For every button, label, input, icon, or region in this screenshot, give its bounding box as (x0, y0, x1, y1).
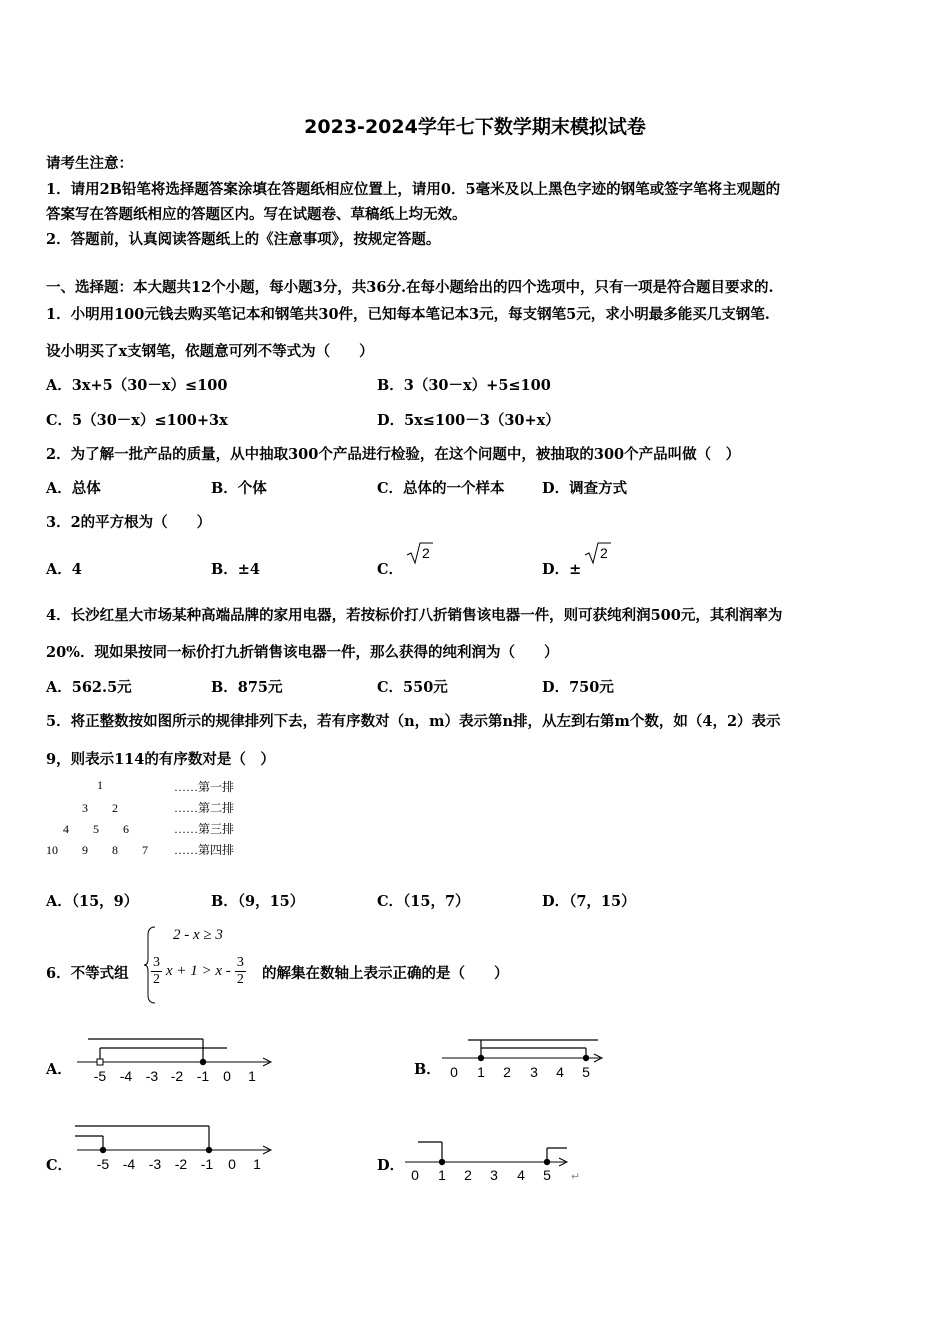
q6-fraction-2-num: 3 (236, 955, 244, 970)
q2-option-a[interactable]: A．总体 (46, 480, 101, 497)
axis-a-tick-5: -1 (196, 1068, 210, 1084)
q4-stem-2: 20%．现如果按同一标价打九折销售该电器一件，那么获得的纯利润为（ ） (46, 644, 559, 661)
q4-option-a[interactable]: A．562.5元 (46, 679, 132, 696)
q5-option-a[interactable]: A．（15，9） (46, 893, 139, 910)
axis-b-tick-3: 2 (503, 1064, 511, 1080)
q4-stem: 4．长沙红星大市场某种高端品牌的家用电器，若按标价打八折销售该电器一件，则可获纯利润500元，其利润率为 (46, 607, 783, 624)
axis-b-tick-2: 1 (477, 1064, 485, 1080)
q6-number-line-a (75, 1030, 280, 1090)
q5-triangle-row-1: 1 (97, 778, 103, 792)
axis-c-tick-1: -5 (96, 1156, 110, 1172)
q1-option-b[interactable]: B．3（30－x）+5≤100 (377, 377, 551, 394)
q3-option-b[interactable]: B．±4 (211, 561, 260, 578)
closed-endpoint-d-1 (439, 1159, 445, 1165)
axis-d-tick-6: 5 (543, 1167, 551, 1183)
q5-option-c[interactable]: C．（15，7） (377, 893, 470, 910)
q4-option-c[interactable]: C．550元 (377, 679, 448, 696)
section-1-heading: 一、选择题：本大题共12个小题，每小题3分，共36分.在每小题给出的四个选项中，只有一项是符合题目要求的. (46, 279, 774, 296)
axis-d-tick-3: 2 (464, 1167, 472, 1183)
q6-fraction-1-num: 3 (153, 955, 160, 970)
q4-option-d[interactable]: D．750元 (542, 679, 614, 696)
q6-number-line-d (403, 1130, 583, 1190)
paragraph-mark-icon: ↵ (571, 1171, 581, 1183)
q5-row-label-3: ……第三排 (174, 822, 235, 836)
q6-number-line-b (440, 1030, 610, 1090)
q1-option-c[interactable]: C．5（30－x）≤100+3x (46, 412, 228, 429)
axis-c-tick-5: -1 (200, 1156, 214, 1172)
q6-inequality-1: 2 - x ≥ 3 (173, 927, 223, 943)
q6-inequality-system (143, 925, 263, 1005)
q3-option-d-sqrt (583, 541, 613, 565)
q2-option-d[interactable]: D．调查方式 (542, 480, 628, 497)
notice-line-1b: 答案写在答题纸相应的答题区内。写在试题卷、草稿纸上均无效。 (46, 206, 467, 223)
q6-option-d[interactable]: D． (377, 1157, 405, 1174)
axis-c-tick-3: -3 (148, 1156, 162, 1172)
q5-stem: 5．将正整数按如图所示的规律排列下去，若有序数对（n，m）表示第n排，从左到右第m个数，如（4，2）表示 (46, 713, 781, 730)
q1-option-a[interactable]: A．3x+5（30－x）≤100 (46, 377, 228, 394)
axis-a-tick-7: 1 (248, 1068, 256, 1084)
axis-d-tick-5: 4 (517, 1167, 525, 1183)
q6-inequality-2-mid: x + 1 > x - (166, 963, 231, 979)
q5-triangle-row-3: 4 5 6 (63, 822, 130, 836)
closed-endpoint-b-1 (478, 1055, 484, 1061)
q3-option-d-label: D．± (542, 561, 582, 578)
axis-a-tick-4: -2 (170, 1068, 184, 1084)
q2-option-c[interactable]: C．总体的一个样本 (377, 480, 505, 497)
axis-c-tick-6: 0 (228, 1156, 236, 1172)
q1-stem-2: 设小明买了x支钢笔，依题意可列不等式为（ ） (46, 343, 374, 360)
q2-option-b[interactable]: B．个体 (211, 480, 267, 497)
notice-line-2: 2．答题前，认真阅读答题纸上的《注意事项》，按规定答题。 (46, 231, 441, 248)
axis-d-tick-1: 0 (411, 1167, 419, 1183)
closed-endpoint-c-2 (206, 1147, 212, 1153)
open-endpoint-a (97, 1059, 103, 1065)
q6-fraction-1-den: 2 (153, 972, 160, 987)
closed-endpoint-d-2 (544, 1159, 550, 1165)
q3-option-d-sqrt-arg: 2 (600, 545, 608, 561)
q6-fraction-2 (235, 955, 246, 988)
q2-stem: 2．为了解一批产品的质量，从中抽取300个产品进行检验，在这个问题中，被抽取的300个产品叫做（ ） (46, 446, 741, 463)
q5-triangle-row-4: 10 9 8 7 (46, 843, 149, 857)
axis-a-tick-3: -3 (145, 1068, 159, 1084)
q6-option-b[interactable]: B． (414, 1061, 441, 1078)
q3-stem: 3．2的平方根为（ ） (46, 514, 212, 531)
q3-option-c-sqrt-arg: 2 (422, 545, 430, 561)
q6-fraction-2-den: 2 (236, 972, 244, 987)
q6-suffix: 的解集在数轴上表示正确的是（ ） (262, 965, 509, 982)
notice-line-1: 1．请用2B铅笔将选择题答案涂填在答题纸相应位置上，请用0．5毫米及以上黑色字迹的钢笔或签字笔将主观题的 (46, 181, 781, 198)
q5-row-label-2: ……第二排 (174, 801, 235, 815)
q5-stem-2: 9，则表示114的有序数对是（ ） (46, 751, 275, 768)
q3-option-d[interactable] (542, 558, 581, 579)
q6-option-a[interactable]: A． (46, 1061, 72, 1078)
axis-b-tick-6: 5 (582, 1064, 590, 1080)
axis-b-tick-5: 4 (556, 1064, 564, 1080)
q3-option-c-label: C． (377, 561, 404, 578)
q3-option-a[interactable]: A．4 (46, 561, 82, 578)
axis-a-tick-1: -5 (93, 1068, 107, 1084)
q5-triangle-row-2: 3 2 (82, 801, 119, 815)
q5-option-b[interactable]: B．（9，15） (211, 893, 305, 910)
q6-option-c[interactable]: C． (46, 1157, 73, 1174)
closed-endpoint-c-1 (100, 1147, 106, 1153)
q6-fraction-1 (151, 955, 162, 988)
page-title: 2023-2024学年七下数学期末模拟试卷 (304, 116, 646, 138)
q3-option-c-sqrt (405, 541, 435, 565)
axis-c-tick-7: 1 (253, 1156, 261, 1172)
axis-b-tick-4: 3 (530, 1064, 538, 1080)
q3-option-c[interactable] (377, 558, 403, 579)
q5-option-d[interactable]: D．（7，15） (542, 893, 636, 910)
q5-row-label-1: ……第一排 (174, 780, 235, 794)
axis-b-tick-1: 0 (450, 1064, 458, 1080)
q6-prefix: 6．不等式组 (46, 965, 129, 982)
axis-d-tick-4: 3 (490, 1167, 498, 1183)
q5-row-label-4: ……第四排 (174, 843, 235, 857)
axis-a-tick-6: 0 (223, 1068, 231, 1084)
closed-endpoint-a (200, 1059, 206, 1065)
axis-d-tick-2: 1 (438, 1167, 446, 1183)
axis-c-tick-4: -2 (174, 1156, 188, 1172)
notice-heading: 请考生注意： (46, 155, 133, 172)
closed-endpoint-b-2 (583, 1055, 589, 1061)
q1-option-d[interactable]: D．5x≤100－3（30+x） (377, 412, 560, 429)
q6-number-line-c (75, 1118, 280, 1178)
q1-stem: 1．小明用100元钱去购买笔记本和钢笔共30件，已知每本笔记本3元，每支钢笔5元，求小明最多能买几支钢笔. (46, 306, 770, 323)
axis-c-tick-2: -4 (122, 1156, 136, 1172)
q4-option-b[interactable]: B．875元 (211, 679, 283, 696)
axis-a-tick-2: -4 (119, 1068, 133, 1084)
